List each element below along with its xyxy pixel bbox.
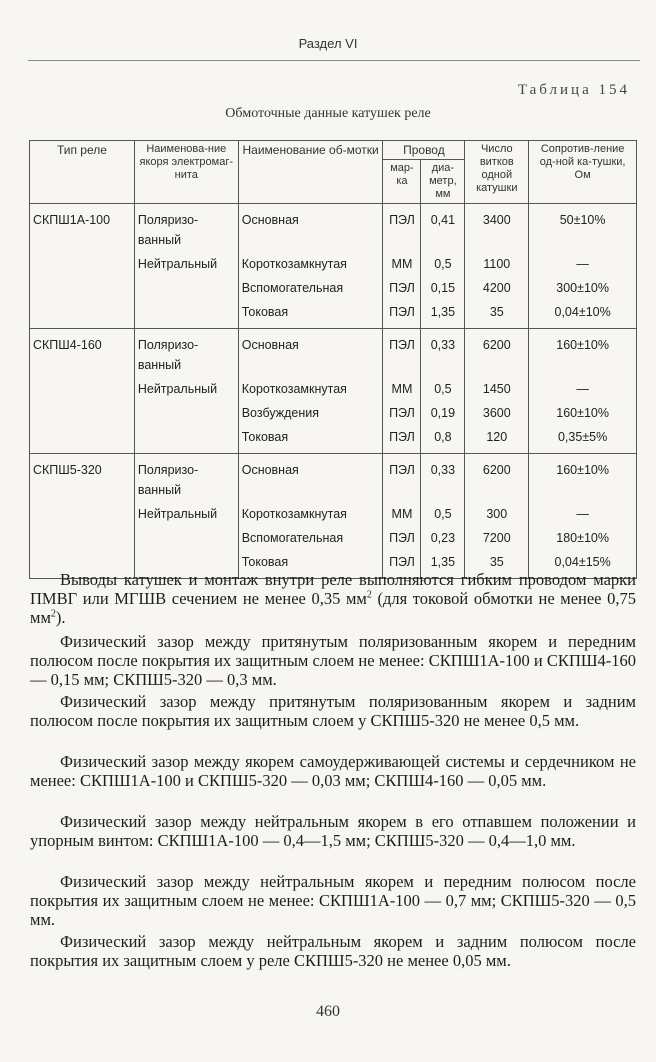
winding-cell: Основная [238,329,383,378]
resistance-cell: 180±10% [529,526,637,550]
paragraph-fragment: 2 [50,608,56,620]
header-winding-name: Наименование об-мотки [238,141,383,204]
turns-cell: 35 [465,550,529,579]
relay-cell [30,425,135,454]
paragraph-fragment: (для токовой обмотки не менее 0,75 мм [30,589,636,627]
turns-cell: 7200 [465,526,529,550]
paragraph: Физический зазор между притянутым поляризованным якорем и передним полюсом после покрытия их защитным слоем не менее: СКПШ1А-100 и СКПШ4-160 — 0,15 мм; СКПШ5-320 — 0,3 мм. [30,632,636,689]
table-row [30,329,637,378]
wire-diameter-cell: 0,33 [421,329,465,378]
table-row [30,425,637,454]
winding-cell: Вспомогательная [238,276,383,300]
table-row [30,401,637,425]
wire-diameter-cell: 0,5 [421,377,465,401]
wire-diameter-cell: 0,41 [421,204,465,253]
relay-cell [30,377,135,401]
table-row [30,276,637,300]
turns-cell: 1100 [465,252,529,276]
wire-diameter-cell: 0,19 [421,401,465,425]
turns-cell: 35 [465,300,529,329]
armature-cell [134,300,238,329]
header-armature-name: Наименова-ние якоря электромаг-нита [134,141,238,204]
table-row [30,204,637,253]
armature-cell: Поляризо-ванный [134,454,238,503]
winding-cell: Основная [238,454,383,503]
winding-cell: Токовая [238,425,383,454]
winding-cell: Токовая [238,300,383,329]
wire-diameter-cell: 0,15 [421,276,465,300]
relay-cell [30,276,135,300]
winding-cell: Короткозамкнутая [238,502,383,526]
wire-mark-cell: ПЭЛ [383,425,421,454]
armature-cell: Поляризо-ванный [134,329,238,378]
armature-cell [134,425,238,454]
wire-diameter-cell: 1,35 [421,300,465,329]
wire-mark-cell: ПЭЛ [383,300,421,329]
resistance-cell: — [529,502,637,526]
table-row [30,502,637,526]
table-title: Обмоточные данные катушек реле [225,106,431,121]
resistance-cell: 300±10% [529,276,637,300]
table-row [30,377,637,401]
relay-cell [30,252,135,276]
wire-mark-cell: ПЭЛ [383,276,421,300]
armature-cell [134,526,238,550]
armature-cell: Нейтральный [134,252,238,276]
winding-cell: Токовая [238,550,383,579]
paragraph [30,570,636,627]
wire-diameter-cell: 0,8 [421,425,465,454]
turns-cell: 3400 [465,204,529,253]
section-header: Раздел VI [298,36,358,51]
wire-mark-cell: ММ [383,377,421,401]
wire-diameter-cell: 0,23 [421,526,465,550]
turns-cell: 300 [465,502,529,526]
table-row [30,526,637,550]
armature-cell: Нейтральный [134,377,238,401]
paragraph: Физический зазор между нейтральным якорем и задним полюсом после покрытия их защитным слоем у реле СКПШ5-320 не менее 0,05 мм. [30,932,636,970]
relay-cell [30,300,135,329]
resistance-cell: 0,35±5% [529,425,637,454]
turns-cell: 4200 [465,276,529,300]
resistance-cell: 50±10% [529,204,637,253]
wire-mark-cell: ПЭЛ [383,329,421,378]
relay-cell: СКПШ5-320 [30,454,135,503]
header-resistance: Сопротив-ление од-ной ка-тушки, Ом [529,141,637,204]
winding-cell: Основная [238,204,383,253]
winding-cell: Короткозамкнутая [238,252,383,276]
wire-diameter-cell: 1,35 [421,550,465,579]
table-number: Таблица 154 [517,82,630,98]
page-number: 460 [316,1003,340,1020]
winding-cell: Возбуждения [238,401,383,425]
wire-mark-cell: ПЭЛ [383,454,421,503]
table-row [30,300,637,329]
winding-cell: Вспомогательная [238,526,383,550]
relay-cell [30,401,135,425]
relay-cell [30,526,135,550]
table-row [30,252,637,276]
resistance-cell: 0,04±10% [529,300,637,329]
relay-cell: СКПШ4-160 [30,329,135,378]
header-relay-type: Тип реле [30,141,135,204]
paragraph-fragment: ). [55,608,66,627]
resistance-cell: 0,04±15% [529,550,637,579]
wire-diameter-cell: 0,33 [421,454,465,503]
turns-cell: 1450 [465,377,529,401]
wire-diameter-cell: 0,5 [421,502,465,526]
wire-mark-cell: ММ [383,502,421,526]
resistance-cell: 160±10% [529,401,637,425]
header-turns: Число витков одной катушки [465,141,529,204]
header-wire: Провод [383,141,465,160]
wire-mark-cell: ПЭЛ [383,550,421,579]
turns-cell: 3600 [465,401,529,425]
header-wire-mark: мар-ка [383,160,421,204]
header-divider [28,60,640,61]
wire-mark-cell: ПЭЛ [383,526,421,550]
turns-cell: 120 [465,425,529,454]
armature-cell: Поляризо-ванный [134,204,238,253]
paragraph: Физический зазор между нейтральным якорем и передним полюсом после покрытия их защитным слоем не менее: СКПШ1А-100 — 0,7 мм; СКПШ5-320 — 0,5 мм. [30,872,636,929]
relay-cell [30,502,135,526]
resistance-cell: — [529,377,637,401]
paragraph: Физический зазор между притянутым поляризованным якорем и задним полюсом после покрытия их защитным слоем у СКПШ5-320 не менее 0,5 мм. [30,692,636,730]
wire-mark-cell: ММ [383,252,421,276]
header-wire-diameter: диа-метр, мм [421,160,465,204]
paragraph: Физический зазор между нейтральным якорем в его отпавшем положении и упорным винтом: СКПШ1А-100 — 0,4—1,5 мм; СКПШ5-320 — 0,4—1,0 мм. [30,812,636,850]
winding-cell: Короткозамкнутая [238,377,383,401]
armature-cell: Нейтральный [134,502,238,526]
relay-coil-table [29,140,637,579]
turns-cell: 6200 [465,329,529,378]
resistance-cell: 160±10% [529,454,637,503]
armature-cell [134,401,238,425]
wire-mark-cell: ПЭЛ [383,401,421,425]
resistance-cell: 160±10% [529,329,637,378]
paragraph-fragment: Выводы катушек и монтаж внутри реле выполняются гибким проводом марки ПМВГ или МГШВ сечением не менее 0,35 мм [30,570,636,608]
resistance-cell: — [529,252,637,276]
wire-diameter-cell: 0,5 [421,252,465,276]
armature-cell [134,276,238,300]
wire-mark-cell: ПЭЛ [383,204,421,253]
turns-cell: 6200 [465,454,529,503]
paragraph: Физический зазор между якорем самоудерживающей системы и сердечником не менее: СКПШ1А-100 и СКПШ5-320 — 0,03 мм; СКПШ4-160 — 0,05 мм. [30,752,636,790]
table-row [30,454,637,503]
paragraph-fragment: 2 [366,589,372,601]
table-body [30,204,637,579]
relay-cell: СКПШ1А-100 [30,204,135,253]
